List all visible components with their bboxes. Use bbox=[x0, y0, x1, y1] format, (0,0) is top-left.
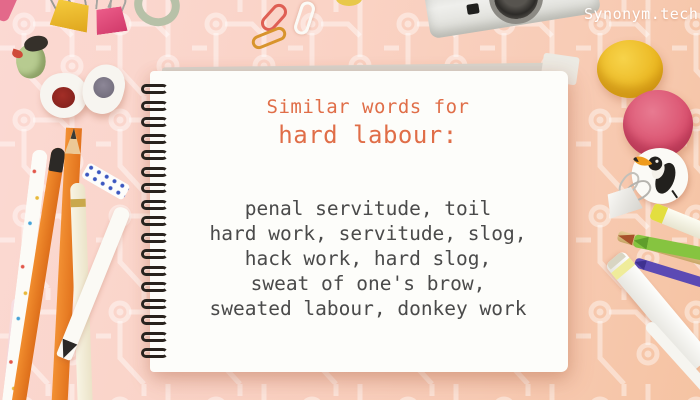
spiral-ring bbox=[141, 249, 168, 259]
spiral-ring bbox=[141, 117, 168, 127]
spiral-ring bbox=[141, 282, 168, 292]
notebook-content bbox=[176, 96, 560, 321]
synonym-line: penal servitude, toil bbox=[244, 197, 492, 220]
gray-dot bbox=[91, 75, 116, 100]
pencil-lead-tip bbox=[70, 128, 77, 139]
spiral-ring bbox=[141, 134, 168, 144]
synonym-title-line2: hard labour: bbox=[278, 121, 458, 149]
spiral-ring bbox=[141, 266, 168, 276]
red-dot-stone-icon bbox=[40, 73, 87, 118]
spiral-ring bbox=[141, 233, 168, 243]
brand-watermark: Synonym.tech bbox=[584, 5, 699, 23]
synonym-list bbox=[176, 196, 560, 321]
synonym-line: hard work, servitude, slog, bbox=[209, 222, 527, 245]
camera-viewfinder bbox=[466, 3, 479, 15]
green-crayon-tip bbox=[633, 234, 649, 249]
spiral-ring bbox=[141, 315, 168, 325]
spiral-ring bbox=[141, 150, 168, 160]
spiral-ring bbox=[141, 348, 168, 358]
spiral-ring bbox=[141, 200, 168, 210]
spiral-ring bbox=[141, 332, 168, 342]
spiral-ring bbox=[141, 183, 168, 193]
synonym-line: sweat of one's brow, bbox=[250, 272, 486, 295]
spiral-ring bbox=[141, 167, 168, 177]
synonym-line: sweated labour, donkey work bbox=[209, 297, 527, 320]
spiral-ring bbox=[141, 84, 168, 94]
synonym-title-line1: Similar words for bbox=[266, 96, 470, 118]
spiral-binding bbox=[141, 84, 175, 372]
spiral-ring bbox=[141, 299, 168, 309]
synonym-line: hack work, hard slog, bbox=[244, 247, 492, 270]
red-dot bbox=[52, 87, 75, 108]
spiral-ring bbox=[141, 101, 168, 111]
camera-icon bbox=[425, 0, 600, 40]
spiral-ring bbox=[141, 216, 168, 226]
pen-gold-band bbox=[71, 199, 86, 208]
